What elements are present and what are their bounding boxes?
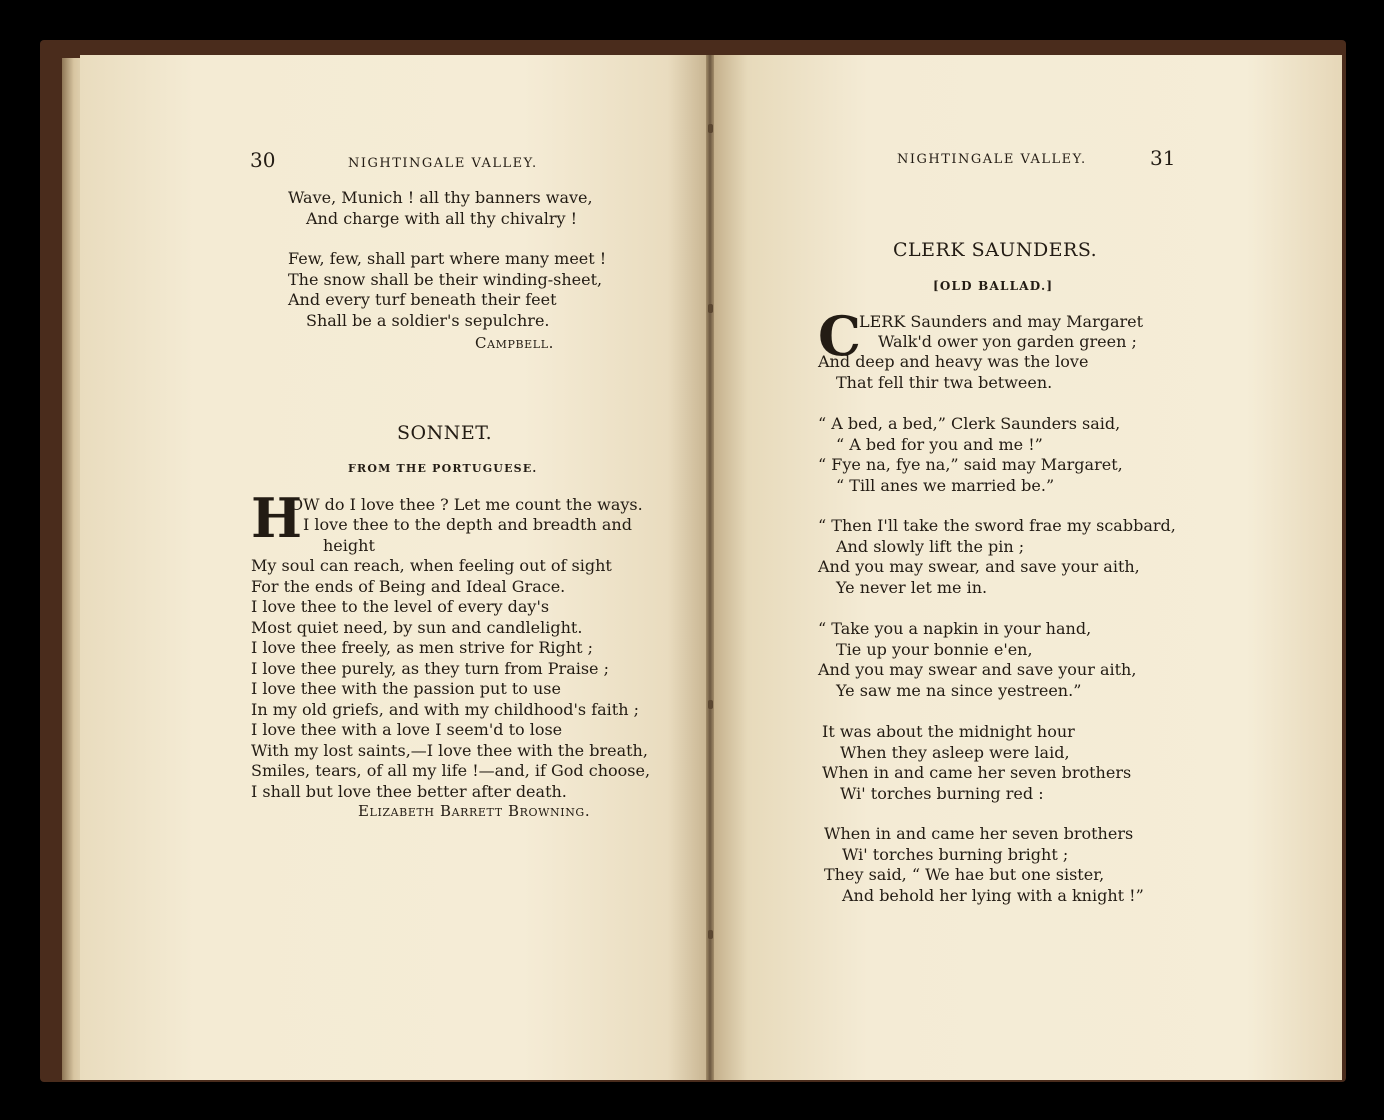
verse-line: And slowly lift the pin ; bbox=[836, 536, 1025, 556]
verse-line: It was about the midnight hour bbox=[822, 722, 1075, 741]
sonnet-first-line: OW do I love thee ? Let me count the ways. bbox=[290, 495, 643, 514]
ballad-stanza-3 bbox=[818, 516, 1176, 598]
verse-line: I love thee with a love I seem'd to lose bbox=[251, 720, 563, 739]
ballad-title: CLERK SAUNDERS. bbox=[893, 239, 1098, 261]
verse-line: And you may swear and save your aith, bbox=[818, 660, 1137, 679]
binding-thread bbox=[708, 700, 713, 709]
verse-line: “ Till anes we married be.” bbox=[836, 475, 1055, 495]
verse-line: I shall but love thee better after death. bbox=[251, 781, 567, 801]
verse-line: And charge with all thy chivalry ! bbox=[306, 208, 578, 228]
verse-line: Shall be a soldier's sepulchre. bbox=[306, 310, 550, 330]
verse-line: Wi' torches burning bright ; bbox=[842, 844, 1069, 864]
verse-line: That fell thir twa between. bbox=[836, 372, 1053, 392]
ballad-first-line: LERK Saunders and may Margaret bbox=[859, 312, 1144, 331]
verse-line: Tie up your bonnie e'en, bbox=[836, 639, 1033, 659]
binding-thread bbox=[708, 124, 713, 133]
verse-line: “ Take you a napkin in your hand, bbox=[818, 619, 1092, 638]
dropcap-c: C bbox=[818, 304, 861, 368]
verse-line: “ A bed, a bed,” Clerk Saunders said, bbox=[818, 414, 1121, 433]
verse-line: And behold her lying with a knight !” bbox=[842, 885, 1144, 905]
verse-line: I love thee freely, as men strive for Right ; bbox=[251, 638, 593, 657]
verse-line: I love thee with the passion put to use bbox=[251, 679, 561, 698]
left-stanza-1 bbox=[288, 188, 593, 229]
attribution-campbell: Campbell. bbox=[475, 334, 554, 352]
ballad-stanza-2 bbox=[818, 414, 1123, 496]
verse-line: And you may swear, and save your aith, bbox=[818, 557, 1140, 576]
verse-line: I love thee purely, as they turn from Praise ; bbox=[251, 658, 609, 678]
verse-line: “ Fye na, fye na,” said may Margaret, bbox=[818, 455, 1123, 474]
ballad-second-line: Walk'd ower yon garden green ; bbox=[878, 332, 1137, 351]
attribution-browning: Elizabeth Barrett Browning. bbox=[358, 802, 591, 820]
running-head-left: NIGHTINGALE VALLEY. bbox=[348, 156, 538, 171]
left-stanza-2 bbox=[288, 249, 606, 331]
verse-line: Wave, Munich ! all thy banners wave, bbox=[288, 188, 593, 207]
verse-line: The snow shall be their winding-sheet, bbox=[288, 269, 603, 289]
verse-line: Ye saw me na since yestreen.” bbox=[836, 680, 1082, 700]
ballad-stanza-4 bbox=[818, 619, 1136, 701]
ballad-stanza-5 bbox=[822, 722, 1131, 804]
verse-line: Most quiet need, by sun and candlelight. bbox=[251, 617, 583, 637]
verse-line: “ A bed for you and me !” bbox=[836, 434, 1043, 454]
sonnet-body bbox=[251, 515, 650, 802]
ballad-subtitle: [OLD BALLAD.] bbox=[933, 279, 1054, 293]
verse-line: When in and came her seven brothers bbox=[822, 763, 1132, 782]
verse-line: height bbox=[323, 535, 375, 555]
verse-line: They said, “ We hae but one sister, bbox=[824, 865, 1105, 884]
verse-line: For the ends of Being and Ideal Grace. bbox=[251, 576, 566, 596]
verse-line: I love thee to the level of every day's bbox=[251, 597, 550, 616]
verse-line: In my old griefs, and with my childhood's faith ; bbox=[251, 699, 640, 719]
verse-line: Wi' torches burning red : bbox=[840, 783, 1044, 803]
verse-line: With my lost saints,—I love thee with the breath, bbox=[251, 740, 648, 760]
verse-line: I love thee to the depth and breadth and bbox=[303, 515, 632, 534]
verse-line: And deep and heavy was the love bbox=[818, 352, 1089, 371]
verse-line: Ye never let me in. bbox=[836, 577, 988, 597]
sonnet-title: SONNET. bbox=[397, 422, 493, 444]
book-gutter bbox=[706, 55, 714, 1080]
dropcap-h: H bbox=[251, 486, 303, 550]
page-number-right: 31 bbox=[1150, 146, 1176, 170]
verse-line: And every turf beneath their feet bbox=[288, 290, 557, 309]
verse-line: “ Then I'll take the sword frae my scabbard, bbox=[818, 516, 1176, 535]
verse-line: When in and came her seven brothers bbox=[824, 824, 1134, 843]
ballad-stanza-6 bbox=[824, 824, 1144, 906]
verse-line: Smiles, tears, of all my life !—and, if God choose, bbox=[251, 761, 651, 780]
running-head-right: NIGHTINGALE VALLEY. bbox=[897, 152, 1087, 167]
verse-line: Few, few, shall part where many meet ! bbox=[288, 249, 607, 268]
sonnet-subtitle: FROM THE PORTUGUESE. bbox=[348, 462, 538, 475]
page-number-left: 30 bbox=[250, 148, 276, 172]
binding-thread bbox=[708, 930, 713, 939]
verse-line: My soul can reach, when feeling out of sight bbox=[251, 556, 612, 575]
ballad-stanza-1 bbox=[818, 352, 1088, 393]
verse-line: When they asleep were laid, bbox=[840, 742, 1070, 762]
binding-thread bbox=[708, 304, 713, 313]
